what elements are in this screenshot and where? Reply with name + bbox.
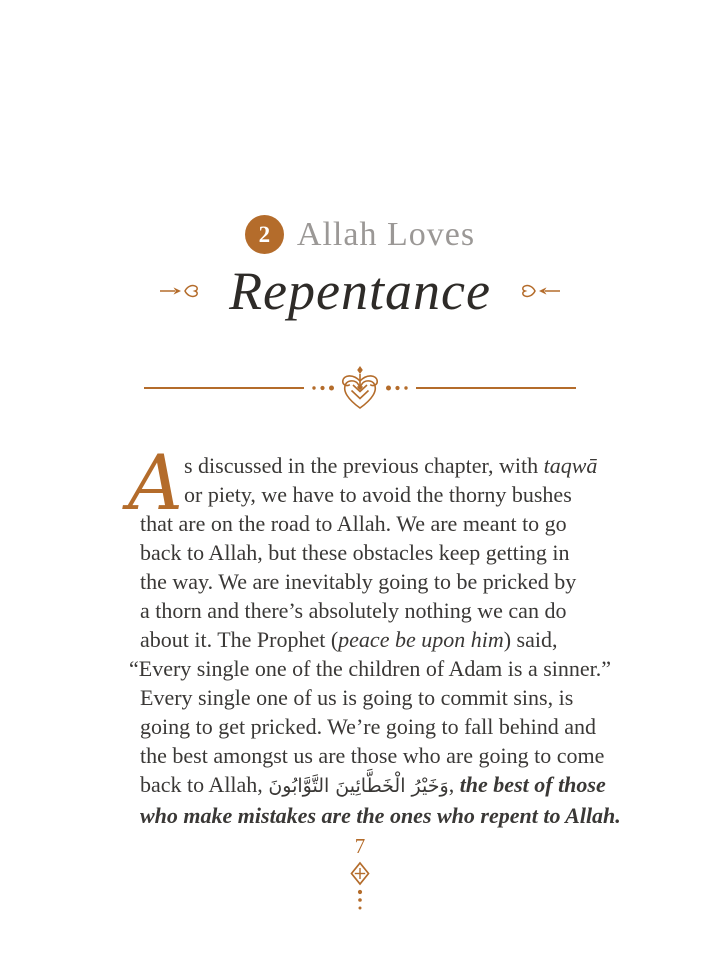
- body-line: [140, 801, 621, 830]
- arrow-heart-icon: [515, 283, 561, 299]
- body-lines: [129, 451, 621, 830]
- body-text-segment: taqwā: [543, 453, 598, 478]
- chapter-number: 2: [258, 221, 271, 247]
- chapter-number-badge: [245, 215, 284, 254]
- body-text-segment: back to Allah, but these obstacles keep getting in: [140, 540, 570, 565]
- body-line: [140, 625, 588, 654]
- body-line: [140, 567, 588, 596]
- body-text-segment: back to Allah,: [140, 772, 269, 797]
- body-line: [140, 770, 606, 801]
- body-line: [140, 538, 588, 567]
- body-line: [140, 712, 597, 741]
- body-text-segment: s discussed in the previous chapter, with: [184, 453, 544, 478]
- filigree-heart-divider-icon: [142, 363, 578, 411]
- body-text-segment: who make mistakes are the ones who repent to Allah.: [140, 803, 621, 828]
- body-text-segment: “Every single one of the children of Adam is a sinner.”: [129, 656, 612, 681]
- body-line: [140, 480, 588, 509]
- body-text-segment: ,: [448, 772, 460, 797]
- arrow-heart-icon: [159, 283, 205, 299]
- body-line: [140, 596, 588, 625]
- arabic-text: وَخَيْرُ الْخَطَّائِينَ التَّوَّابُونَ: [268, 775, 449, 797]
- body-text-segment: ) said,: [503, 627, 558, 652]
- series-row: [0, 215, 720, 254]
- body-text-segment: going to get pricked. We’re going to fall behind and: [140, 714, 597, 739]
- body-text-segment: the way. We are inevitably going to be pricked by: [140, 569, 577, 594]
- body-line: [140, 451, 598, 480]
- body-text-segment: the best of those: [459, 772, 606, 797]
- body-text-segment: the best amongst us are those who are going to come: [140, 743, 605, 768]
- body-text-segment: peace be upon him: [338, 627, 504, 652]
- chapter-title: Repentance: [229, 261, 491, 321]
- body-text-segment: about it. The Prophet (: [140, 627, 339, 652]
- page-footer: [0, 834, 720, 919]
- body-line: [129, 654, 612, 683]
- chapter-header: [0, 215, 720, 320]
- body-text-segment: a thorn and there’s absolutely nothing we can do: [140, 598, 567, 623]
- body-text-segment: Every single one of us is going to commit sins, is: [140, 685, 574, 710]
- series-label: Allah Loves: [296, 215, 476, 253]
- body-text-segment: or piety, we have to avoid the thorny bushes: [184, 482, 572, 507]
- diamond-finial-icon: [0, 861, 720, 919]
- body-paragraph: [128, 438, 621, 830]
- page-number: 7: [354, 834, 366, 858]
- chapter-title-row: [0, 263, 720, 320]
- body-text-segment: that are on the road to Allah. We are meant to go: [140, 511, 567, 536]
- section-divider: [142, 363, 578, 411]
- drop-cap: A: [128, 438, 183, 527]
- body-line: [140, 683, 588, 712]
- body-line: [140, 741, 605, 770]
- body-line: [140, 509, 588, 538]
